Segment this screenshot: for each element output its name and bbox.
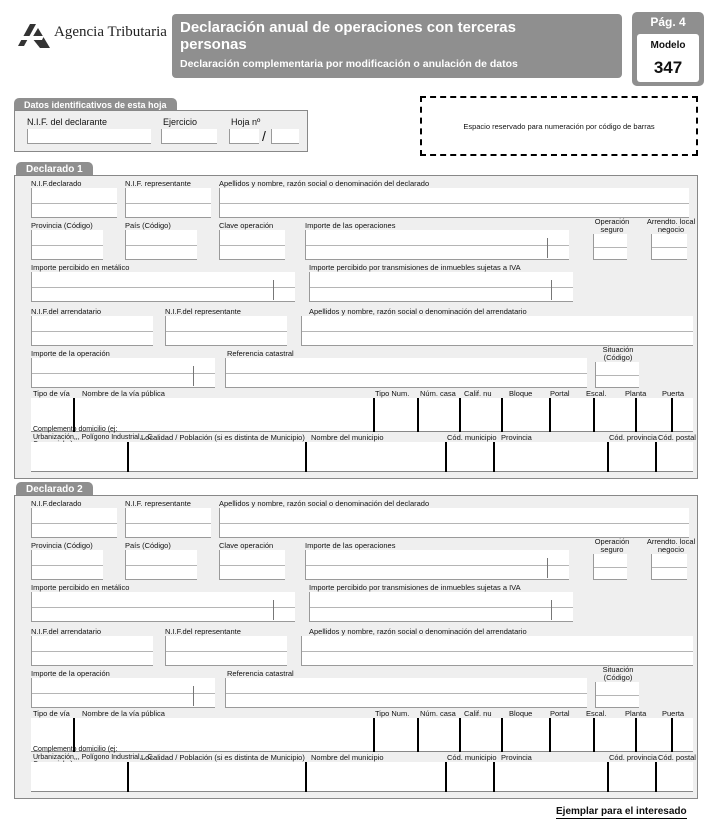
arrendto-field[interactable] <box>651 234 687 260</box>
referencia-label: Referencia catastral <box>227 349 294 358</box>
num-casa-label: Núm. casa <box>420 389 456 398</box>
logo-text: Agencia Tributaria <box>54 24 167 40</box>
pais-label: País (Código) <box>125 541 171 550</box>
referencia-field[interactable] <box>225 358 587 388</box>
provincia-field[interactable] <box>31 550 103 580</box>
importe-metalico-label: Importe percibido en metálico <box>31 263 130 272</box>
arrendto-label: Arrendto. local negocio <box>646 537 696 554</box>
modelo-label: Modelo <box>650 40 686 51</box>
hoja-field[interactable] <box>229 129 259 144</box>
arrendto-field[interactable] <box>651 554 687 580</box>
clave-field[interactable] <box>219 230 285 260</box>
apellidos-label: Apellidos y nombre, razón social o denominación del declarado <box>219 499 430 508</box>
importe-inmuebles-label: Importe percibido por transmisiones de inmuebles sujetas a IVA <box>309 263 521 272</box>
importe-metalico-field[interactable] <box>31 592 295 622</box>
nif-representante-field[interactable] <box>125 188 211 218</box>
bloque-label: Bloque <box>509 389 533 398</box>
title-banner <box>172 14 622 78</box>
barcode-area <box>420 96 698 156</box>
importe-ops-field[interactable] <box>305 230 569 260</box>
provincia2-label: Provincia <box>501 433 532 442</box>
cod-municipio-label: Cód. municipio <box>447 753 497 762</box>
nif-arrendatario-label: N.I.F.del arrendatario <box>31 627 102 636</box>
situacion-field[interactable] <box>595 682 639 708</box>
importe-inmuebles-field[interactable] <box>309 592 573 622</box>
provincia2-label: Provincia <box>501 753 532 762</box>
escal-label: Escal. <box>586 389 607 398</box>
calif-nu-label: Calif. nu <box>464 389 492 398</box>
apellidos-label: Apellidos y nombre, razón social o denominación del declarado <box>219 179 430 188</box>
cod-provincia-label: Cód. provincia <box>609 433 657 442</box>
complemento-label: Complemento domicilio (ej: Urbanización,,, Polígono Industrial,.. C. <box>33 746 155 761</box>
importe-metalico-field[interactable] <box>31 272 295 302</box>
importe-operacion-field[interactable] <box>31 678 215 708</box>
bloque-label: Bloque <box>509 709 533 718</box>
pais-field[interactable] <box>125 550 197 580</box>
tipo-num-label: Tipo Num. <box>375 709 410 718</box>
num-casa-label: Núm. casa <box>420 709 456 718</box>
provincia-field[interactable] <box>31 230 103 260</box>
agency-emblem-icon <box>16 20 52 50</box>
ident-nif-label: N.I.F. del declarante <box>27 117 108 127</box>
address-row-2 <box>31 442 693 472</box>
nombre-via-label: Nombre de la vía pública <box>82 709 165 718</box>
declarante-nif-field[interactable] <box>27 129 151 144</box>
referencia-label: Referencia catastral <box>227 669 294 678</box>
operacion-seguro-label: Operación seguro <box>594 537 630 554</box>
ejercicio-label: Ejercicio <box>163 117 198 127</box>
tipo-via-label: Tipo de vía <box>33 709 70 718</box>
puerta-label: Puerta <box>662 709 685 718</box>
localidad-label: Localidad / Población (si es distinta de Municipio) <box>141 433 305 442</box>
situacion-label: Situación (Código) <box>602 665 634 682</box>
declarado-section <box>14 175 698 479</box>
arrendto-label: Arrendto. local negocio <box>646 217 696 234</box>
provincia-label: Provincia (Código) <box>31 541 93 550</box>
importe-inmuebles-label: Importe percibido por transmisiones de inmuebles sujetas a IVA <box>309 583 521 592</box>
complemento-label: Complemento domicilio (ej: Urbanización,,, Polígono Industrial,.. C. <box>33 426 155 441</box>
referencia-field[interactable] <box>225 678 587 708</box>
barcode-note: Espacio reservado para numeración por código de barras <box>463 122 655 131</box>
nif-del-representante-field[interactable] <box>165 636 287 666</box>
page-subtitle: Declaración complementaria por modificación o anulación de datos <box>180 58 518 70</box>
page-title: Declaración anual de operaciones con terceras personas <box>180 19 516 53</box>
cod-postal-label: Cód. postal <box>658 433 696 442</box>
clave-label: Clave operación <box>219 221 274 230</box>
importe-metalico-label: Importe percibido en metálico <box>31 583 130 592</box>
importe-operacion-label: Importe de la operación <box>31 349 110 358</box>
apellidos-field[interactable] <box>219 508 689 538</box>
footer-copy-label: Ejemplar para el interesado <box>556 806 687 817</box>
nif-arrendatario-field[interactable] <box>31 316 153 346</box>
tipo-num-label: Tipo Num. <box>375 389 410 398</box>
ident-tab: Datos identificativos de esta hoja <box>14 98 177 111</box>
apellidos-arrendatario-field[interactable] <box>301 636 693 666</box>
cod-municipio-label: Cód. municipio <box>447 433 497 442</box>
apellidos-arrendatario-field[interactable] <box>301 316 693 346</box>
apellidos-arrendatario-label: Apellidos y nombre, razón social o denominación del arrendatario <box>309 307 527 316</box>
pais-label: País (Código) <box>125 221 171 230</box>
portal-label: Portal <box>550 389 570 398</box>
hoja-label: Hoja nº <box>231 117 261 127</box>
escal-label: Escal. <box>586 709 607 718</box>
nif-representante-label: N.I.F. representante <box>125 499 191 508</box>
declarado-tab: Declarado 1 <box>16 162 93 176</box>
nombre-via-label: Nombre de la vía pública <box>82 389 165 398</box>
importe-ops-label: Importe de las operaciones <box>305 221 396 230</box>
situacion-field[interactable] <box>595 362 639 388</box>
situacion-label: Situación (Código) <box>602 345 634 362</box>
nombre-municipio-label: Nombre del municipio <box>311 753 384 762</box>
nif-del-representante-label: N.I.F.del representante <box>165 307 241 316</box>
operacion-seguro-field[interactable] <box>593 554 627 580</box>
nif-representante-label: N.I.F. representante <box>125 179 191 188</box>
nif-arrendatario-label: N.I.F.del arrendatario <box>31 307 102 316</box>
nif-del-representante-label: N.I.F.del representante <box>165 627 241 636</box>
importe-ops-label: Importe de las operaciones <box>305 541 396 550</box>
modelo-box <box>632 12 704 86</box>
importe-operacion-field[interactable] <box>31 358 215 388</box>
nif-del-representante-field[interactable] <box>165 316 287 346</box>
apellidos-field[interactable] <box>219 188 689 218</box>
hoja-slash: / <box>262 128 266 144</box>
nif-declarado-label: N.I.F.declarado <box>31 179 82 188</box>
cod-provincia-label: Cód. provincia <box>609 753 657 762</box>
nif-declarado-label: N.I.F.declarado <box>31 499 82 508</box>
ejercicio-field[interactable] <box>161 129 217 144</box>
apellidos-arrendatario-label: Apellidos y nombre, razón social o denominación del arrendatario <box>309 627 527 636</box>
nif-representante-field[interactable] <box>125 508 211 538</box>
localidad-label: Localidad / Población (si es distinta de Municipio) <box>141 753 305 762</box>
importe-operacion-label: Importe de la operación <box>31 669 110 678</box>
portal-label: Portal <box>550 709 570 718</box>
cod-postal-label: Cód. postal <box>658 753 696 762</box>
modelo-number: 347 <box>653 58 683 77</box>
hoja-total-field[interactable] <box>271 129 299 144</box>
nif-declarado-field[interactable] <box>31 188 117 218</box>
nif-declarado-field[interactable] <box>31 508 117 538</box>
tipo-via-label: Tipo de vía <box>33 389 70 398</box>
provincia-label: Provincia (Código) <box>31 221 93 230</box>
importe-ops-field[interactable] <box>305 550 569 580</box>
planta-label: Planta <box>625 709 647 718</box>
operacion-seguro-field[interactable] <box>593 234 627 260</box>
importe-inmuebles-field[interactable] <box>309 272 573 302</box>
pais-field[interactable] <box>125 230 197 260</box>
ident-section <box>14 110 308 152</box>
nif-arrendatario-field[interactable] <box>31 636 153 666</box>
calif-nu-label: Calif. nu <box>464 709 492 718</box>
declarado-tab: Declarado 2 <box>16 482 93 496</box>
address-row-2 <box>31 762 693 792</box>
clave-field[interactable] <box>219 550 285 580</box>
nombre-municipio-label: Nombre del municipio <box>311 433 384 442</box>
agencia-logo <box>16 20 52 50</box>
page-number: Pág. 4 <box>650 15 686 29</box>
puerta-label: Puerta <box>662 389 685 398</box>
planta-label: Planta <box>625 389 647 398</box>
operacion-seguro-label: Operación seguro <box>594 217 630 234</box>
clave-label: Clave operación <box>219 541 274 550</box>
declarado-section <box>14 495 698 799</box>
